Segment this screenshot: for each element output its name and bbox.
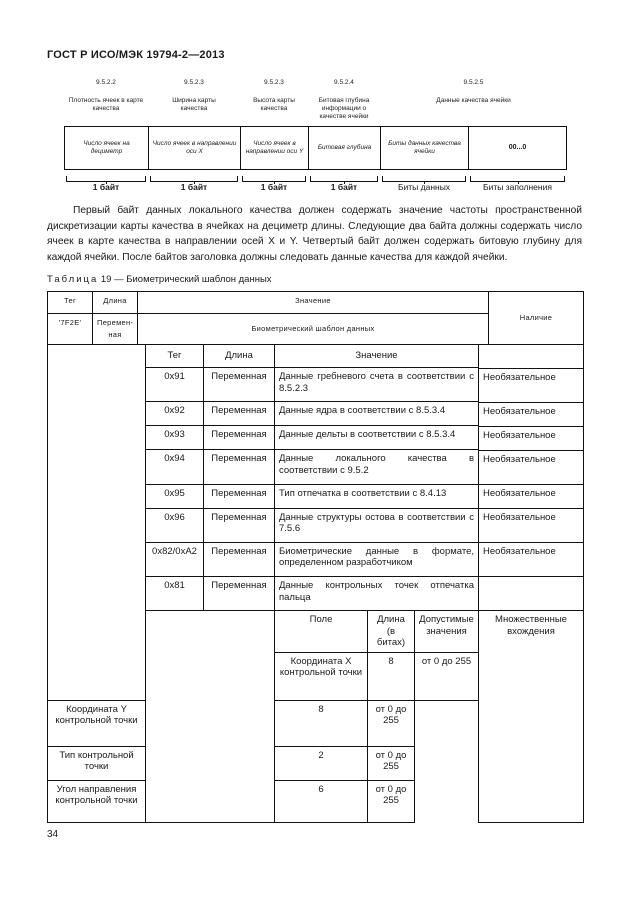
diagram-caption-4: Битовая глубина информации о качестве ячейки <box>318 97 370 120</box>
row-tag: 0x93 <box>146 426 204 450</box>
row-presence: Необязательное <box>479 508 583 542</box>
row-length: Переменная <box>204 402 275 426</box>
row-length: Переменная <box>204 577 275 611</box>
row-value: Данные контрольных точек отпечатка пальца <box>275 577 479 611</box>
row-value: Биометрические данные в формате, определенном разработчиком <box>275 542 479 576</box>
row-value: Данные структуры остова в соответствии с 7.5.6 <box>275 508 479 542</box>
nested-allowed: от 0 до 255 <box>368 746 415 780</box>
row-length: Переменная <box>204 508 275 542</box>
outer-tag-cell: '7F2E' <box>48 314 93 345</box>
table-caption <box>47 274 272 285</box>
inner-header-value: Значение <box>275 345 479 368</box>
nested-allowed: от 0 до 255 <box>368 780 415 822</box>
row-length: Переменная <box>204 450 275 484</box>
diagram-ref-3: 9.5.2.3 <box>264 79 284 86</box>
nested-len: 6 <box>275 780 368 822</box>
diagram-box-6: 00...0 <box>508 144 527 151</box>
nested-field: Угол направления контрольной точки <box>48 780 146 822</box>
col-header-presence: Наличие <box>489 292 584 345</box>
outer-value-cell: Биометрический шаблон данных <box>138 314 489 345</box>
diagram-box-1: Число ячеек на дециметр <box>65 127 149 169</box>
row-length: Переменная <box>204 426 275 450</box>
diagram-caption-5: Данные качества ячейки <box>436 97 511 104</box>
row-presence: Необязательное <box>479 450 583 484</box>
nested-len: 8 <box>368 652 415 700</box>
diagram-ref-2: 9.5.2.3 <box>184 79 204 86</box>
nested-header-multi: Множественные вхождения <box>479 611 584 823</box>
row-value: Данные локального качества в соответствии с 9.5.2 <box>275 450 479 484</box>
template-table-header <box>47 291 584 345</box>
nested-field: Координата X контрольной точки <box>275 652 368 700</box>
row-presence: Необязательное <box>479 402 583 426</box>
presence-spacer <box>479 345 584 577</box>
diagram-unit-3: 1 байт <box>260 182 288 192</box>
table-caption-label: Таблица <box>47 274 99 285</box>
diagram-caption-2: Ширина карты качества <box>172 97 216 112</box>
nested-field: Координата Y контрольной точки <box>48 700 146 746</box>
row-tag: 0x82/0xA2 <box>146 542 204 576</box>
outer-length-cell: Перемен-ная <box>93 314 138 345</box>
row-tag: 0x94 <box>146 450 204 484</box>
row-value: Данные дельты в соответствии с 8.5.3.4 <box>275 426 479 450</box>
nested-len: 2 <box>275 746 368 780</box>
row-presence: Необязательное <box>479 542 583 576</box>
nested-indent-cell <box>146 611 275 823</box>
nested-header-len: Длина (в битах) <box>368 611 415 653</box>
row-presence: Необязательное <box>479 368 583 402</box>
diagram-unit-6: Биты заполнения <box>483 182 552 192</box>
diagram-ref-5: 9.5.2.5 <box>463 79 484 86</box>
col-header-value: Значение <box>138 292 489 314</box>
nested-len: 8 <box>275 700 368 746</box>
row-tag: 0x81 <box>146 577 204 611</box>
template-table-body <box>47 344 584 823</box>
nested-field: Тип контрольной точки <box>48 746 146 780</box>
diagram-ref-1: 9.5.2.2 <box>96 79 116 86</box>
inner-header-tag: Тег <box>146 345 204 368</box>
diagram-unit-4: 1 байт <box>330 182 358 192</box>
row-presence <box>479 577 584 611</box>
row-tag: 0x92 <box>146 402 204 426</box>
inner-header-length: Длина <box>204 345 275 368</box>
col-header-tag: Тег <box>48 292 93 314</box>
diagram-ref-4: 9.5.2.4 <box>334 79 354 86</box>
col-header-length: Длина <box>93 292 138 314</box>
row-value: Данные ядра в соответствии с 8.5.3.4 <box>275 402 479 426</box>
table-caption-text: — Биометрический шаблон данных <box>114 274 272 285</box>
row-value: Тип отпечатка в соответствии с 8.4.13 <box>275 484 479 508</box>
diagram-box-3: Число ячеек в направлении оси Y <box>241 127 309 169</box>
nested-allowed: от 0 до 255 <box>415 652 479 700</box>
row-tag: 0x95 <box>146 484 204 508</box>
diagram-box-5: Биты данных качества ячейки <box>381 127 469 169</box>
diagram-caption-1: Плотность ячеек в карте качества <box>68 97 144 112</box>
diagram-unit-5: Биты данных <box>397 182 451 192</box>
table-caption-number: 19 <box>100 274 112 285</box>
diagram-unit-2: 1 байт <box>180 182 208 192</box>
diagram-caption-3: Высота карты качества <box>253 97 295 112</box>
row-length: Переменная <box>204 368 275 402</box>
row-length: Переменная <box>204 542 275 576</box>
row-presence: Необязательное <box>479 484 583 508</box>
nested-header-field: Поле <box>275 611 368 653</box>
page-number: 34 <box>47 829 59 840</box>
row-tag: 0x96 <box>146 508 204 542</box>
data-layout-diagram <box>64 126 567 170</box>
document-header: ГОСТ Р ИСО/МЭК 19794-2—2013 <box>47 49 225 61</box>
row-length: Переменная <box>204 484 275 508</box>
diagram-box-2: Число ячеек в направлении оси X <box>149 127 241 169</box>
body-paragraph: Первый байт данных локального качества должен содержать значение частоты пространственной дискретизации карты качества в ячейках на дециметр длины. Следующие два байта должны содержать число ячеек в карте качества в направлении осей X и Y. Четвертый байт должен содержать битовую глубину для каждой ячейки. После байтов заголовка должны следовать данные качества для каждой ячейки. <box>47 205 582 263</box>
row-tag: 0x91 <box>146 368 204 402</box>
row-value: Данные гребневого счета в соответствии с 8.5.2.3 <box>275 368 479 402</box>
diagram-box-4: Битовая глубина <box>309 127 381 169</box>
nested-header-allowed: Допустимые значения <box>415 611 479 653</box>
diagram-unit-1: 1 байт <box>92 182 120 192</box>
row-presence: Необязательное <box>479 426 583 450</box>
nested-allowed: от 0 до 255 <box>368 700 415 746</box>
left-indent-cell <box>48 345 146 701</box>
